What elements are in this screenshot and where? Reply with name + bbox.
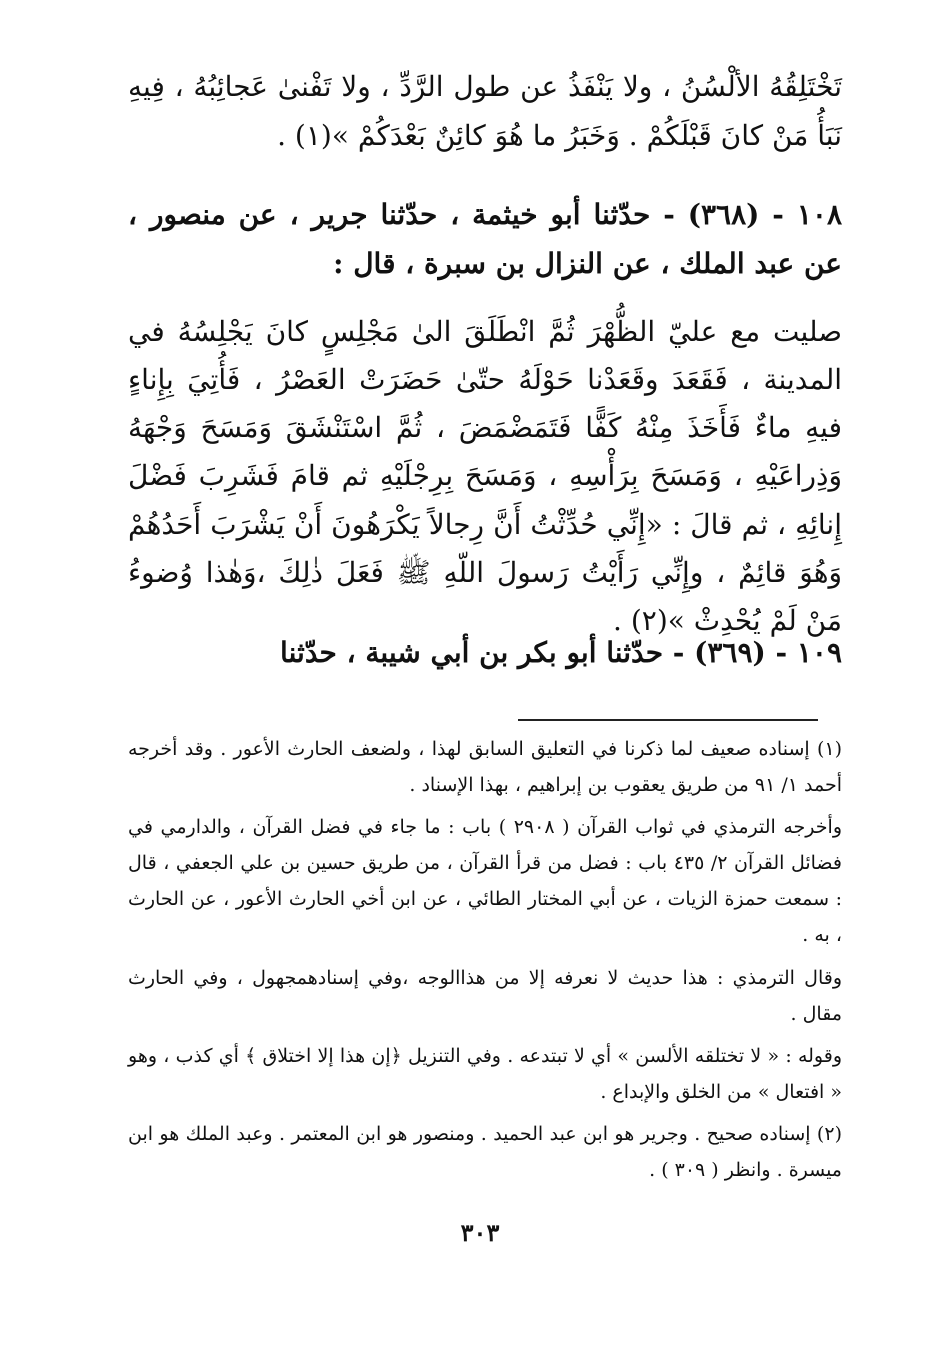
footnote-1-gloss: وقوله : « لا تختلقه الألسن » أي لا تبتدعه . وفي التنزيل ﴿إن هذا إلا اختلاق ﴾ أي كذب ، وهو « افتعال » من الخلق والإبداع . (128, 1044, 842, 1103)
hadith-108-text: صليت مع عليّ الظُّهْرَ ثُمَّ انْطَلَقَ الىٰ مَجْلِسٍ كانَ يَجْلِسُهُ في المدينة ، فَقَعَدَ وقَعَدْنا حَوْلَهُ حتّىٰ حَضَرَتْ العَصْرُ ، فَأُتِيَ بِإِناءٍ فيهِ ماءٌ فَأَخَذَ مِنْهُ كَفًّا فَتَمَضْمَضَ ، ثُمَّ اسْتَنْشَقَ وَمَسَحَ وَجْهَهُ وَذِراعَيْهِ ، وَمَسَحَ بِرَأْسِهِ ، وَمَسَحَ بِرِجْلَيْهِ ثم قامَ فَشَرِبَ فَضْلَ إِنائِهِ ، ثم قالَ : «إِنِّي حُدِّثْتُ أَنَّ رِجالاً يَكْرَهُونَ أَنْ يَشْرَبَ أَحَدُهُمْ وَهُوَ قائِمٌ ، وإِنِّي رَأَيْتُ رَسولَ اللّهِ ﷺ فَعَلَ ذٰلِكَ ،وَهٰذا وُضوءُ مَنْ لَمْ يُحْدِثْ »(٢) . (128, 315, 842, 637)
hadith-108-isnad: ١٠٨ - (٣٦٨) - حدّثنا أبو خيثمة ، حدّثنا جرير ، عن منصور ، عن عبد الملك ، عن النزال بن سبرة ، قال : (128, 198, 842, 280)
footnotes-section (128, 731, 842, 1194)
footnote-1-continued: وأخرجه الترمذي في ثواب القرآن ( ٢٩٠٨ ) باب : ما جاء في فضل القرآن ، والدارمي في فضائل القرآن ٢/ ٤٣٥ باب : فضل من قرأ القرآن ، من طريق حسين بن علي الجعفي ، قال : سمعت حمزة الزيات ، عن أبي المختار الطائي ، عن ابن أخي الحارث الأعور ، عن الحارث ، به . (128, 816, 842, 947)
footnote-divider (518, 719, 818, 721)
page-number: ٣٠٣ (460, 1218, 500, 1247)
hadith-109-isnad: ١٠٩ - (٣٦٩) - حدّثنا أبو بكر بن أبي شيبة ، حدّثنا (280, 636, 842, 669)
continuation-paragraph: تَخْتَلِقُهُ الألْسُنُ ، ولا يَنْفَذُ عن طول الرَّدِّ ، ولا تَفْنىٰ عَجائِبُهُ ، فِيهِ نَبَأُ مَنْ كانَ قَبْلَكُمْ . وَخَبَرُ ما هُوَ كائِنٌ بَعْدَكُمْ »(١) . (128, 70, 842, 152)
footnote-2: (٢) إسناده صحيح . وجرير هو ابن عبد الحميد . ومنصور هو ابن المعتمر . وعبد الملك هو ابن ميسرة . وانظر ( ٣٠٩ ) . (128, 1122, 842, 1182)
footnote-1: (١) إسناده صعيف لما ذكرنا في التعليق السابق لهذا ، ولضعف الحارث الأعور . وقد أخرجه أحمد ١/ ٩١ من طريق يعقوب بن إبراهيم ، بهذا الإسناد . (128, 738, 842, 797)
footnote-1-tirmidhi: وقال الترمذي : هذا حديث لا نعرفه إلا من هذاالوجه ،وفي إسنادهمجهول ، وفي الحارث مقال . (128, 966, 842, 1025)
